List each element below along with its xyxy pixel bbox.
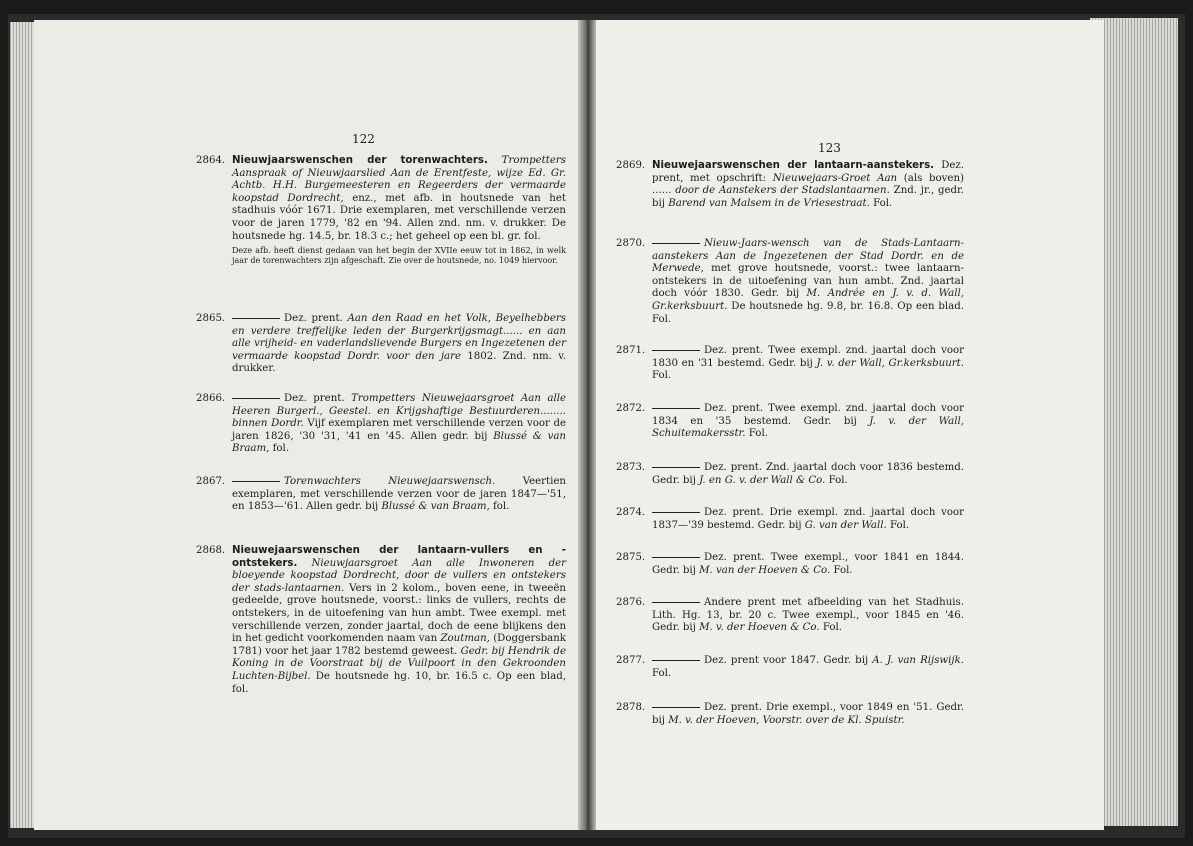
entry-body: Dez. prent, met opschrift: [652, 160, 964, 184]
entry-title: Aan den Raad en het Volk, Beyelhebbers en verdere treffelijke leden der Burgerkrijgsmagt...... en aan alle vrijheid- en vaderlandslievende Burgers en Ingezetenen der vermaarde koopstad Dordr. voor den jare [232, 313, 566, 362]
entry-body: Vers in 2 kolom., boven eene, in tweeën gedeelde, grove houtsnede, voorst.: links de vullers, rechts de ontstekers, in de uitoefening van hun ambt. Twee exempl. met verschillende verzen, zonder jaartal, doch de eene blijkens den in het gedicht voorkomenden naam van [232, 582, 566, 645]
entry-publisher: Blussé & van Braam, [232, 430, 566, 455]
entry-title-3: Gedr. bij Hendrik de Koning in de Voorstraat bij de Vuilpoort in den Gekroonden Luchten-Bijbel. [232, 645, 566, 682]
entry-tail: Fol. [748, 428, 768, 440]
entry-body-3: Znd. jr., gedr. bij [652, 185, 965, 209]
book-gutter [578, 20, 596, 830]
entry-number: 2876. [616, 597, 646, 608]
entry-heading: Nieuwejaarswenschen der lantaarn-vullers en -ontstekers. [232, 545, 566, 569]
entry-2878 [616, 702, 964, 727]
entry-body: Dez. prent. Znd. jaartal doch voor 1836 bestemd. Gedr. bij [652, 462, 964, 486]
entry-2870 [616, 238, 964, 326]
entry-body: Dez. prent. Drie exempl. znd. jaartal doch voor 1837—'39 bestemd. Gedr. bij [652, 507, 964, 531]
entry-tail: Fol. [833, 564, 853, 576]
entry-title: Nieuw-Jaars-wensch van de Stads-Lantaarn-aanstekers Aan de Ingezetenen der Stad Dordr. en de Merwede, [652, 238, 964, 275]
entry-2873 [616, 462, 964, 487]
entry-body: enz., met afb. in houtsnede van het stadhuis vóór 1671. Drie exemplaren, met verschillende verzen voor de jaren 1779, '82 en '94. Allen znd. nm. v. drukker. De houtsnede hg. 14.5, br. 18.3 c.; het geheel op een bl. gr. fol. [232, 192, 566, 242]
entry-number: 2872. [616, 403, 646, 414]
entry-number: 2871. [616, 345, 646, 356]
entry-tail: Fol. [652, 667, 672, 679]
entry-number: 2866. [196, 393, 226, 404]
ditto-rule [652, 243, 700, 244]
entry-title: Torenwachters Nieuwejaarswensch. [284, 476, 496, 487]
entry-2865 [196, 313, 566, 376]
entry-heading: Nieuwejaarswenschen der lantaarn-aanstekers. [652, 160, 935, 171]
ditto-rule [652, 408, 700, 409]
ditto-rule [652, 350, 700, 351]
entry-2866 [196, 393, 566, 456]
entry-body-2: (Doggersbank 1781) voor het jaar 1782 bestemd geweest. [232, 633, 566, 657]
entry-2869 [616, 160, 965, 210]
entry-body: 1802. Znd. nm. v. drukker. [232, 350, 566, 375]
ditto-rule [652, 707, 700, 708]
entry-tail: fol. [493, 501, 510, 513]
entry-2864 [196, 155, 566, 266]
entry-body: Andere prent met afbeelding van het Stadhuis. Lith. Hg. 13, br. 20 c. Twee exempl., voor 1845 en '46. Gedr. bij [652, 597, 964, 634]
entry-number: 2870. [616, 238, 646, 249]
entry-title: J. v. der Wall, Schuitemakersstr. [652, 415, 964, 440]
entry-2876 [616, 597, 964, 635]
entry-title: Trompetters Nieuwejaarsgroet Aan alle Heeren Burgerl., Geestel. en Krijgshaftige Bestuurderen........ binnen Dordr. [232, 393, 566, 430]
entry-tail: Fol. [822, 622, 843, 634]
ditto-rule [652, 467, 700, 468]
entry-title: A. J. van Rijswijk. [872, 655, 964, 666]
page-number-left: 122 [352, 132, 375, 146]
entry-title: J. v. der Wall, Gr.kerksbuurt. [816, 357, 964, 369]
entry-tail: Fol. [828, 474, 848, 486]
ditto-rule [652, 557, 700, 558]
entry-tail: De houtsnede hg. 9.8, br. 16.8. Op een blad. Fol. [652, 300, 964, 325]
entry-number: 2864. [196, 155, 226, 166]
entry-body: Dez. prent. Drie exempl., voor 1849 en '51. Gedr. bij [652, 702, 964, 726]
entry-note: Deze afb. heeft dienst gedaan van het begin der XVIIe eeuw tot in 1862, in welk jaar de torenwachters zijn afgeschaft. Zie over de houtsnede, no. 1049 hiervoor. [232, 246, 566, 266]
entry-title-2: Zoutman, [440, 633, 490, 645]
entry-2867 [196, 476, 566, 514]
entry-tail: Fol. [652, 370, 672, 382]
entry-title: M. van der Hoeven & Co. [699, 564, 831, 576]
entry-tail: fol. [272, 443, 290, 455]
entry-body: Dez. prent. Twee exempl., voor 1841 en 1844. Gedr. bij [652, 552, 964, 576]
ditto-rule [652, 512, 700, 513]
ditto-rule [652, 602, 700, 603]
entry-body: met grove houtsnede, voorst.: twee lantaarn-ontstekers in de uitoefening van hun ambt. Znd. jaartal doch vóór 1830. Gedr. bij [652, 263, 964, 300]
entry-number: 2865. [196, 313, 226, 324]
entry-title: M. v. der Hoeven, Voorstr. over de Kl. Spuistr. [668, 714, 905, 726]
entry-number: 2869. [616, 160, 646, 171]
ditto-rule [232, 318, 280, 319]
entry-title-2: ...... door de Aanstekers der Stadslantaarnen. [652, 185, 890, 197]
ditto-rule [232, 398, 280, 399]
entry-number: 2878. [616, 702, 646, 713]
entry-lead: Dez. prent. [284, 313, 343, 324]
entry-2868 [196, 545, 566, 696]
page-number-right: 123 [818, 141, 841, 155]
entry-body: Dez. prent. Twee exempl. znd. jaartal doch voor 1830 en '31 bestemd. Gedr. bij [652, 345, 964, 369]
entry-heading: Nieuwjaarswenschen der torenwachters. [232, 155, 488, 166]
entry-lead: Dez. prent. [284, 393, 345, 404]
entry-body: Veertien exemplaren, met verschillende verzen voor de jaren 1847—'51, en 1853—'61. Allen gedr. bij [232, 476, 566, 513]
entry-title-3: Barend van Malsem in de Vriesestraat. [668, 197, 870, 209]
entry-title-2: M. Andrée en J. v. d. Wall, Gr.kerksbuurt. [652, 288, 964, 312]
entry-2875 [616, 552, 964, 577]
entry-number: 2867. [196, 476, 226, 487]
entry-title: J. en G. v. der Wall & Co. [699, 474, 826, 486]
entry-body: Dez. prent voor 1847. Gedr. bij [704, 655, 869, 666]
entry-number: 2868. [196, 545, 226, 556]
entry-publisher: Blussé & van Braam, [381, 501, 490, 513]
entry-body-2: (als boven) [903, 172, 964, 184]
entry-2877 [616, 655, 964, 680]
entry-title: M. v. der Hoeven & Co. [699, 622, 820, 634]
entry-number: 2877. [616, 655, 646, 666]
entry-title: G. van der Wall. [804, 519, 887, 531]
entry-tail: Fol. [873, 197, 893, 209]
entry-title: Nieuwjaarsgroet Aan alle Inwoneren der bloeyende koopstad Dordrecht, door de vullers en ontstekers der stads-lantaarnen. [232, 557, 566, 594]
entry-2874 [616, 507, 964, 532]
entry-body: Dez. prent. Twee exempl. znd. jaartal doch voor 1834 en '35 bestemd. Gedr. bij [652, 403, 964, 427]
entry-body: Vijf exemplaren met verschillende verzen voor de jaren 1826, '30 '31, '41 en '45. Allen gedr. bij [232, 418, 566, 442]
entry-number: 2874. [616, 507, 646, 518]
ditto-rule [232, 481, 280, 482]
entry-number: 2875. [616, 552, 646, 563]
entry-number: 2873. [616, 462, 646, 473]
entry-tail: Fol. [889, 519, 910, 531]
entry-tail: De houtsnede hg. 10, br. 16.5 c. Op een blad, fol. [232, 670, 566, 695]
ditto-rule [652, 660, 700, 661]
entry-title: Trompetters Aanspraak of Nieuwjaarslied Aan de Erentfeste, wijze Ed. Gr. Achtb. H.H. Burgemeesteren en Regeerders der vermaarde koopstad Dordrecht, [232, 155, 566, 204]
entry-title: Nieuwejaars-Groet Aan [772, 172, 898, 184]
entry-2871 [616, 345, 964, 383]
entry-2872 [616, 403, 964, 441]
